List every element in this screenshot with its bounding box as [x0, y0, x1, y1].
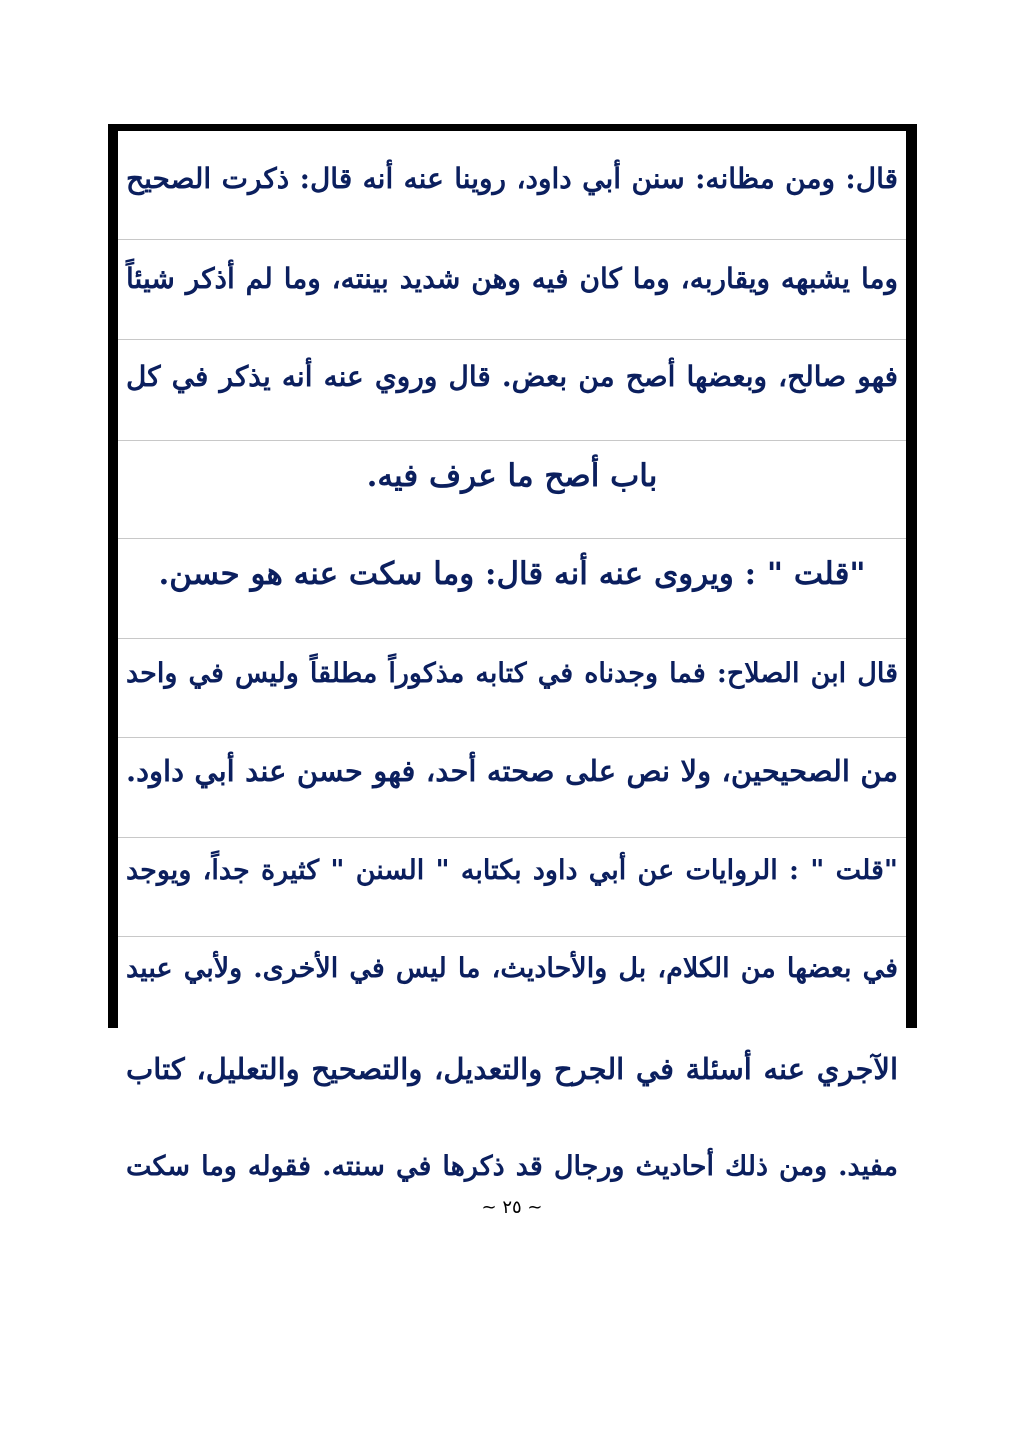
- text-line-11: مفيد. ومن ذلك أحاديث ورجال قد ذكرها في سنته. فقوله وما سكت: [126, 1151, 898, 1182]
- text-line-2: وما يشبهه ويقاربه، وما كان فيه وهن شديد بينته، وما لم أذكر شيئاً: [126, 262, 898, 295]
- line-rule: [118, 339, 906, 340]
- line-rule: [118, 440, 906, 441]
- text-line-8: "قلت " : الروايات عن أبي داود بكتابه " السنن " كثيرة جداً، ويوجد: [126, 855, 898, 886]
- text-line-4: باب أصح ما عرف فيه.: [366, 458, 658, 494]
- line-rule: [118, 737, 906, 738]
- text-line-6: قال ابن الصلاح: فما وجدناه في كتابه مذكوراً مطلقاً وليس في واحد: [126, 658, 898, 689]
- text-frame: [108, 124, 917, 1182]
- line-rule: [118, 837, 906, 838]
- text-line-1: قال: ومن مظانه: سنن أبي داود، روينا عنه أنه قال: ذكرت الصحيح: [126, 162, 898, 195]
- line-rule: [118, 538, 906, 539]
- text-line-9: في بعضها من الكلام، بل والأحاديث، ما ليس في الأخرى. ولأبي عبيد: [126, 953, 898, 984]
- line-rule: [118, 638, 906, 639]
- line-rule: [118, 936, 906, 937]
- text-line-5: "قلت " : ويروى عنه أنه قال: وما سكت عنه هو حسن.: [158, 556, 866, 592]
- text-line-10: الآجري عنه أسئلة في الجرح والتعديل، والتصحيح والتعليل، كتاب: [126, 1052, 898, 1086]
- line-rule: [118, 239, 906, 240]
- page-number: ~ ٢٥ ~: [481, 1197, 543, 1218]
- text-line-7: من الصحيحين، ولا نص على صحته أحد، فهو حسن عند أبي داود.: [126, 754, 898, 788]
- text-line-3: فهو صالح، وبعضها أصح من بعض. قال وروي عنه أنه يذكر في كل: [126, 360, 898, 393]
